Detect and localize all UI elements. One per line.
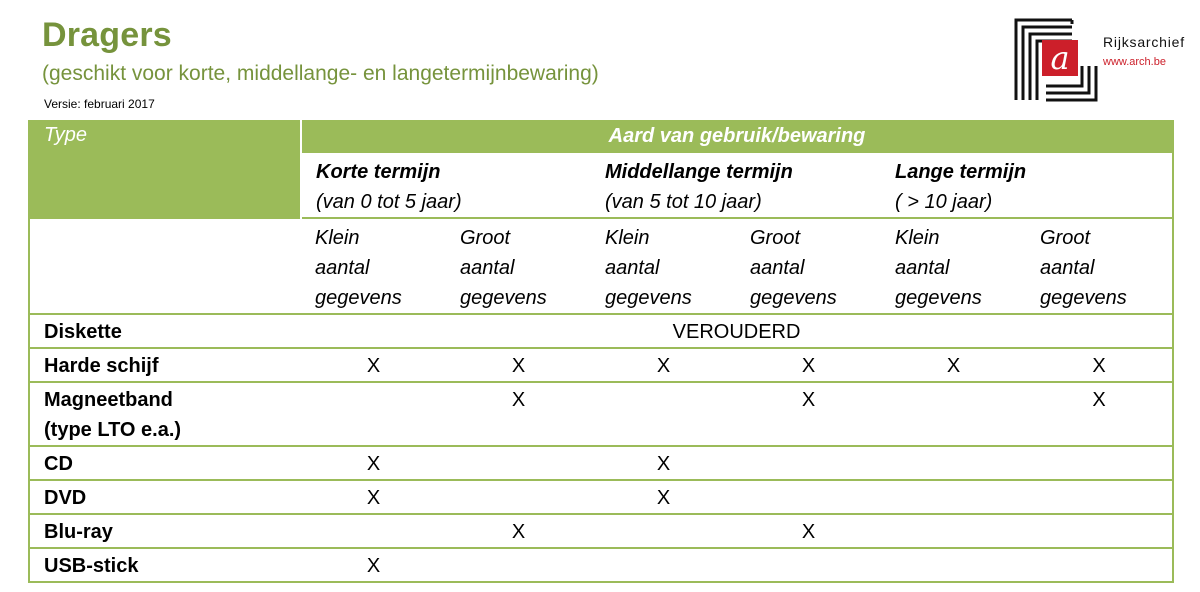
mark-cell: X — [1026, 348, 1173, 382]
table-row — [29, 314, 1173, 348]
subcolumn-header: Klein aantal gegevens — [591, 218, 736, 314]
subheader-row — [29, 218, 1173, 314]
mark-cell: X — [736, 348, 881, 382]
row-label: Diskette — [29, 314, 301, 348]
mark-cell — [591, 514, 736, 548]
mark-cell: X — [1026, 382, 1173, 446]
mark-cell — [591, 382, 736, 446]
mark-cell — [591, 548, 736, 582]
table-row — [29, 446, 1173, 480]
logo-mark-icon — [1012, 16, 1098, 102]
period-range: (van 5 tot 10 jaar) — [605, 191, 762, 213]
table-row — [29, 348, 1173, 382]
mark-cell: X — [301, 480, 446, 514]
mark-cell: X — [446, 348, 591, 382]
mark-cell: X — [591, 480, 736, 514]
row-label: Magneetband (type LTO e.a.) — [29, 382, 301, 446]
period-range: (van 0 tot 5 jaar) — [316, 191, 462, 213]
mark-cell — [736, 480, 881, 514]
row-label: DVD — [29, 480, 301, 514]
row-label: CD — [29, 446, 301, 480]
mark-cell — [736, 446, 881, 480]
row-label: Harde schijf — [29, 348, 301, 382]
subcolumn-header: Klein aantal gegevens — [881, 218, 1026, 314]
storage-media-table — [28, 120, 1174, 583]
period-header-long — [881, 153, 1173, 218]
mark-cell — [881, 382, 1026, 446]
empty-cell — [29, 218, 301, 314]
mark-cell — [736, 548, 881, 582]
mark-cell — [446, 480, 591, 514]
mark-cell: X — [881, 348, 1026, 382]
mark-cell — [446, 446, 591, 480]
logo-url: www.arch.be — [1103, 56, 1166, 68]
mark-cell: X — [446, 514, 591, 548]
mark-cell: X — [301, 446, 446, 480]
mark-cell — [446, 548, 591, 582]
mark-cell: X — [301, 548, 446, 582]
period-range: ( > 10 jaar) — [895, 191, 993, 213]
mark-cell: X — [301, 348, 446, 382]
svg-text:a: a — [1050, 39, 1070, 77]
table-row — [29, 514, 1173, 548]
mark-cell: X — [591, 446, 736, 480]
logo-name: Rijksarchief — [1103, 34, 1185, 50]
table-row — [29, 548, 1173, 582]
period-title: Korte termijn — [316, 161, 441, 183]
mark-cell: X — [736, 382, 881, 446]
mark-cell — [1026, 548, 1173, 582]
mark-cell — [881, 446, 1026, 480]
type-header: Type — [29, 120, 301, 218]
subcolumn-header: Groot aantal gegevens — [736, 218, 881, 314]
mark-cell — [1026, 446, 1173, 480]
mark-cell — [881, 514, 1026, 548]
rijksarchief-logo — [1012, 16, 1187, 102]
mark-cell — [1026, 480, 1173, 514]
mark-cell — [881, 548, 1026, 582]
usage-header: Aard van gebruik/bewaring — [301, 120, 1173, 153]
mark-cell — [881, 480, 1026, 514]
period-title: Lange termijn — [895, 161, 1027, 183]
mark-cell — [301, 382, 446, 446]
table-row — [29, 480, 1173, 514]
subcolumn-header: Groot aantal gegevens — [446, 218, 591, 314]
period-title: Middellange termijn — [605, 161, 793, 183]
obsolete-note: VEROUDERD — [301, 314, 1173, 348]
page-subtitle: (geschikt voor korte, middellange- en langetermijnbewaring) — [42, 62, 599, 85]
mark-cell — [301, 514, 446, 548]
period-header-medium — [591, 153, 881, 218]
table-row — [29, 382, 1173, 446]
row-label: USB-stick — [29, 548, 301, 582]
page-title: Dragers — [42, 16, 172, 54]
row-label: Blu-ray — [29, 514, 301, 548]
mark-cell — [1026, 514, 1173, 548]
mark-cell: X — [446, 382, 591, 446]
version-note: Versie: februari 2017 — [44, 97, 155, 111]
period-header-short — [301, 153, 591, 218]
subcolumn-header: Groot aantal gegevens — [1026, 218, 1173, 314]
subcolumn-header: Klein aantal gegevens — [301, 218, 446, 314]
mark-cell: X — [591, 348, 736, 382]
mark-cell: X — [736, 514, 881, 548]
